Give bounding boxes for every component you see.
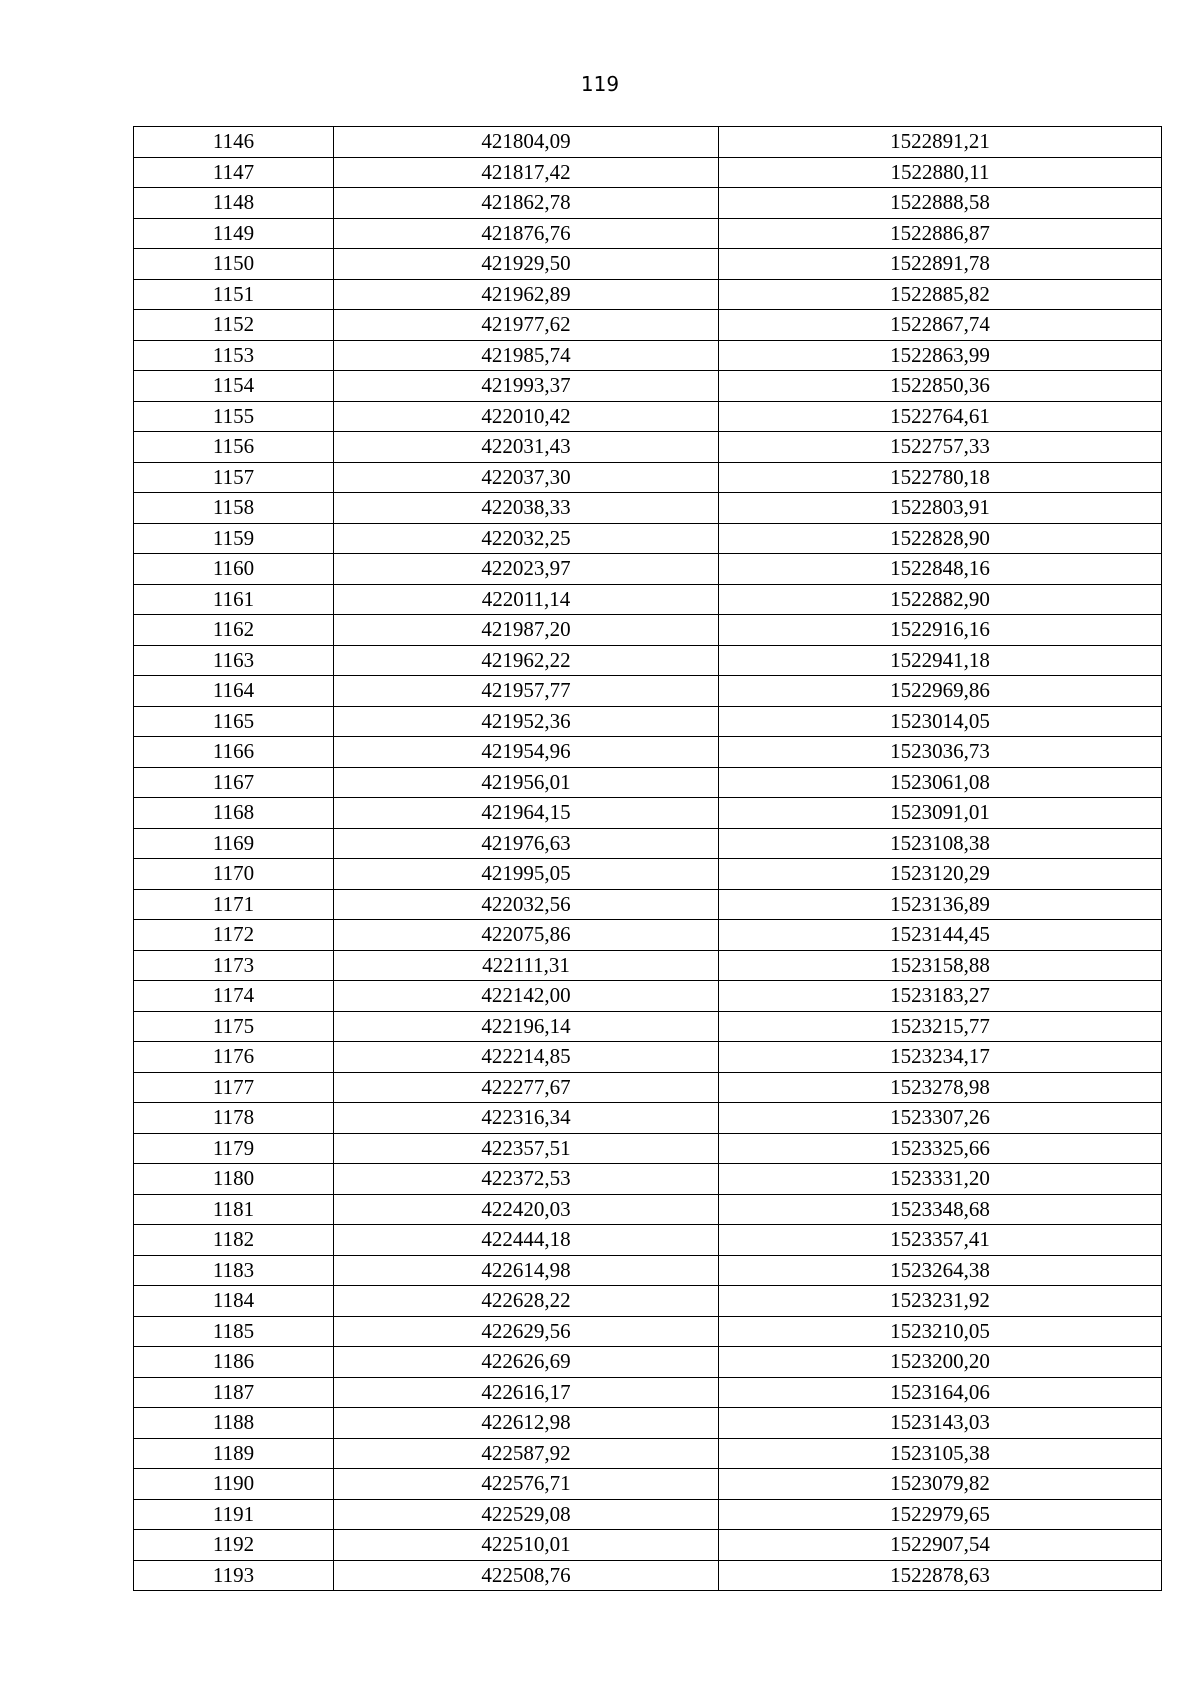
y-coordinate-cell: 1523036,73 [719,737,1162,768]
x-coordinate-cell: 422277,67 [334,1072,719,1103]
point-number-cell: 1153 [134,340,334,371]
x-coordinate-cell: 422444,18 [334,1225,719,1256]
point-number-cell: 1146 [134,127,334,158]
table-row [134,1286,1162,1317]
y-coordinate-cell: 1522886,87 [719,218,1162,249]
point-number-cell: 1149 [134,218,334,249]
x-coordinate-cell: 422420,03 [334,1194,719,1225]
x-coordinate-cell: 422010,42 [334,401,719,432]
y-coordinate-cell: 1523158,88 [719,950,1162,981]
table-row [134,249,1162,280]
x-coordinate-cell: 422529,08 [334,1499,719,1530]
x-coordinate-cell: 422075,86 [334,920,719,951]
point-number-cell: 1148 [134,188,334,219]
y-coordinate-cell: 1523164,06 [719,1377,1162,1408]
y-coordinate-cell: 1523357,41 [719,1225,1162,1256]
y-coordinate-cell: 1522969,86 [719,676,1162,707]
x-coordinate-cell: 422111,31 [334,950,719,981]
table-row [134,828,1162,859]
table-row [134,279,1162,310]
table-row [134,1072,1162,1103]
y-coordinate-cell: 1522907,54 [719,1530,1162,1561]
x-coordinate-cell: 422032,25 [334,523,719,554]
table-row [134,371,1162,402]
y-coordinate-cell: 1523215,77 [719,1011,1162,1042]
table-row [134,1225,1162,1256]
y-coordinate-cell: 1523325,66 [719,1133,1162,1164]
table-row [134,981,1162,1012]
point-number-cell: 1156 [134,432,334,463]
y-coordinate-cell: 1523079,82 [719,1469,1162,1500]
y-coordinate-cell: 1522828,90 [719,523,1162,554]
y-coordinate-cell: 1523144,45 [719,920,1162,951]
point-number-cell: 1158 [134,493,334,524]
point-number-cell: 1188 [134,1408,334,1439]
y-coordinate-cell: 1522941,18 [719,645,1162,676]
point-number-cell: 1150 [134,249,334,280]
y-coordinate-cell: 1522867,74 [719,310,1162,341]
x-coordinate-cell: 422023,97 [334,554,719,585]
y-coordinate-cell: 1523183,27 [719,981,1162,1012]
x-coordinate-cell: 421962,22 [334,645,719,676]
x-coordinate-cell: 422142,00 [334,981,719,1012]
x-coordinate-cell: 421976,63 [334,828,719,859]
y-coordinate-cell: 1523307,26 [719,1103,1162,1134]
y-coordinate-cell: 1523105,38 [719,1438,1162,1469]
table-row [134,1194,1162,1225]
y-coordinate-cell: 1523331,20 [719,1164,1162,1195]
table-row [134,1377,1162,1408]
y-coordinate-cell: 1523348,68 [719,1194,1162,1225]
x-coordinate-cell: 422357,51 [334,1133,719,1164]
table-row [134,432,1162,463]
x-coordinate-cell: 421862,78 [334,188,719,219]
table-row [134,462,1162,493]
point-number-cell: 1190 [134,1469,334,1500]
y-coordinate-cell: 1522757,33 [719,432,1162,463]
x-coordinate-cell: 421987,20 [334,615,719,646]
x-coordinate-cell: 422031,43 [334,432,719,463]
point-number-cell: 1191 [134,1499,334,1530]
x-coordinate-cell: 421962,89 [334,279,719,310]
point-number-cell: 1174 [134,981,334,1012]
y-coordinate-cell: 1523061,08 [719,767,1162,798]
x-coordinate-cell: 421993,37 [334,371,719,402]
point-number-cell: 1184 [134,1286,334,1317]
y-coordinate-cell: 1522848,16 [719,554,1162,585]
table-row [134,920,1162,951]
table-row [134,645,1162,676]
point-number-cell: 1159 [134,523,334,554]
point-number-cell: 1187 [134,1377,334,1408]
x-coordinate-cell: 422628,22 [334,1286,719,1317]
point-number-cell: 1164 [134,676,334,707]
y-coordinate-cell: 1522878,63 [719,1560,1162,1591]
table-row [134,1438,1162,1469]
table-row [134,737,1162,768]
table-row [134,1164,1162,1195]
table-row [134,706,1162,737]
x-coordinate-cell: 421876,76 [334,218,719,249]
point-number-cell: 1151 [134,279,334,310]
point-number-cell: 1163 [134,645,334,676]
y-coordinate-cell: 1522863,99 [719,340,1162,371]
x-coordinate-cell: 421952,36 [334,706,719,737]
table-row [134,615,1162,646]
coordinates-table-body [134,127,1162,1591]
point-number-cell: 1172 [134,920,334,951]
point-number-cell: 1155 [134,401,334,432]
x-coordinate-cell: 421929,50 [334,249,719,280]
x-coordinate-cell: 421985,74 [334,340,719,371]
y-coordinate-cell: 1522880,11 [719,157,1162,188]
table-row [134,127,1162,158]
table-row [134,676,1162,707]
y-coordinate-cell: 1523234,17 [719,1042,1162,1073]
x-coordinate-cell: 421977,62 [334,310,719,341]
table-row [134,310,1162,341]
y-coordinate-cell: 1523120,29 [719,859,1162,890]
table-row [134,340,1162,371]
y-coordinate-cell: 1522916,16 [719,615,1162,646]
point-number-cell: 1166 [134,737,334,768]
x-coordinate-cell: 422612,98 [334,1408,719,1439]
x-coordinate-cell: 421995,05 [334,859,719,890]
point-number-cell: 1185 [134,1316,334,1347]
y-coordinate-cell: 1523264,38 [719,1255,1162,1286]
coordinates-table [133,126,1162,1591]
point-number-cell: 1183 [134,1255,334,1286]
table-row [134,188,1162,219]
table-row [134,859,1162,890]
point-number-cell: 1193 [134,1560,334,1591]
x-coordinate-cell: 422032,56 [334,889,719,920]
y-coordinate-cell: 1522850,36 [719,371,1162,402]
x-coordinate-cell: 421957,77 [334,676,719,707]
point-number-cell: 1179 [134,1133,334,1164]
y-coordinate-cell: 1523143,03 [719,1408,1162,1439]
point-number-cell: 1168 [134,798,334,829]
table-row [134,889,1162,920]
y-coordinate-cell: 1522885,82 [719,279,1162,310]
x-coordinate-cell: 421954,96 [334,737,719,768]
table-row [134,401,1162,432]
point-number-cell: 1181 [134,1194,334,1225]
x-coordinate-cell: 422372,53 [334,1164,719,1195]
point-number-cell: 1175 [134,1011,334,1042]
point-number-cell: 1161 [134,584,334,615]
table-row [134,523,1162,554]
y-coordinate-cell: 1522780,18 [719,462,1162,493]
point-number-cell: 1171 [134,889,334,920]
point-number-cell: 1177 [134,1072,334,1103]
table-row [134,584,1162,615]
table-row [134,1408,1162,1439]
point-number-cell: 1157 [134,462,334,493]
y-coordinate-cell: 1523108,38 [719,828,1162,859]
x-coordinate-cell: 422616,17 [334,1377,719,1408]
y-coordinate-cell: 1522888,58 [719,188,1162,219]
table-row [134,1103,1162,1134]
point-number-cell: 1178 [134,1103,334,1134]
table-row [134,798,1162,829]
table-row [134,1255,1162,1286]
x-coordinate-cell: 422626,69 [334,1347,719,1378]
table-row [134,1560,1162,1591]
y-coordinate-cell: 1523014,05 [719,706,1162,737]
table-row [134,157,1162,188]
point-number-cell: 1173 [134,950,334,981]
y-coordinate-cell: 1523136,89 [719,889,1162,920]
x-coordinate-cell: 422629,56 [334,1316,719,1347]
table-row [134,1042,1162,1073]
x-coordinate-cell: 422038,33 [334,493,719,524]
y-coordinate-cell: 1522979,65 [719,1499,1162,1530]
y-coordinate-cell: 1522803,91 [719,493,1162,524]
y-coordinate-cell: 1522764,61 [719,401,1162,432]
table-row [134,1011,1162,1042]
x-coordinate-cell: 422587,92 [334,1438,719,1469]
table-row [134,1499,1162,1530]
point-number-cell: 1180 [134,1164,334,1195]
point-number-cell: 1169 [134,828,334,859]
table-row [134,1316,1162,1347]
point-number-cell: 1152 [134,310,334,341]
y-coordinate-cell: 1523210,05 [719,1316,1162,1347]
point-number-cell: 1182 [134,1225,334,1256]
point-number-cell: 1160 [134,554,334,585]
x-coordinate-cell: 422196,14 [334,1011,719,1042]
y-coordinate-cell: 1523231,92 [719,1286,1162,1317]
point-number-cell: 1162 [134,615,334,646]
table-row [134,1133,1162,1164]
y-coordinate-cell: 1522882,90 [719,584,1162,615]
point-number-cell: 1147 [134,157,334,188]
point-number-cell: 1170 [134,859,334,890]
table-row [134,218,1162,249]
y-coordinate-cell: 1522891,78 [719,249,1162,280]
x-coordinate-cell: 422508,76 [334,1560,719,1591]
table-row [134,950,1162,981]
x-coordinate-cell: 422011,14 [334,584,719,615]
point-number-cell: 1189 [134,1438,334,1469]
page-number: 119 [580,72,620,96]
table-row [134,767,1162,798]
point-number-cell: 1176 [134,1042,334,1073]
x-coordinate-cell: 422037,30 [334,462,719,493]
x-coordinate-cell: 421817,42 [334,157,719,188]
table-row [134,1347,1162,1378]
point-number-cell: 1192 [134,1530,334,1561]
x-coordinate-cell: 422316,34 [334,1103,719,1134]
table-row [134,1469,1162,1500]
y-coordinate-cell: 1523200,20 [719,1347,1162,1378]
point-number-cell: 1186 [134,1347,334,1378]
table-row [134,493,1162,524]
y-coordinate-cell: 1523278,98 [719,1072,1162,1103]
point-number-cell: 1165 [134,706,334,737]
point-number-cell: 1167 [134,767,334,798]
x-coordinate-cell: 422576,71 [334,1469,719,1500]
y-coordinate-cell: 1522891,21 [719,127,1162,158]
x-coordinate-cell: 422510,01 [334,1530,719,1561]
table-row [134,1530,1162,1561]
x-coordinate-cell: 422614,98 [334,1255,719,1286]
x-coordinate-cell: 421804,09 [334,127,719,158]
y-coordinate-cell: 1523091,01 [719,798,1162,829]
table-row [134,554,1162,585]
x-coordinate-cell: 422214,85 [334,1042,719,1073]
x-coordinate-cell: 421956,01 [334,767,719,798]
x-coordinate-cell: 421964,15 [334,798,719,829]
point-number-cell: 1154 [134,371,334,402]
